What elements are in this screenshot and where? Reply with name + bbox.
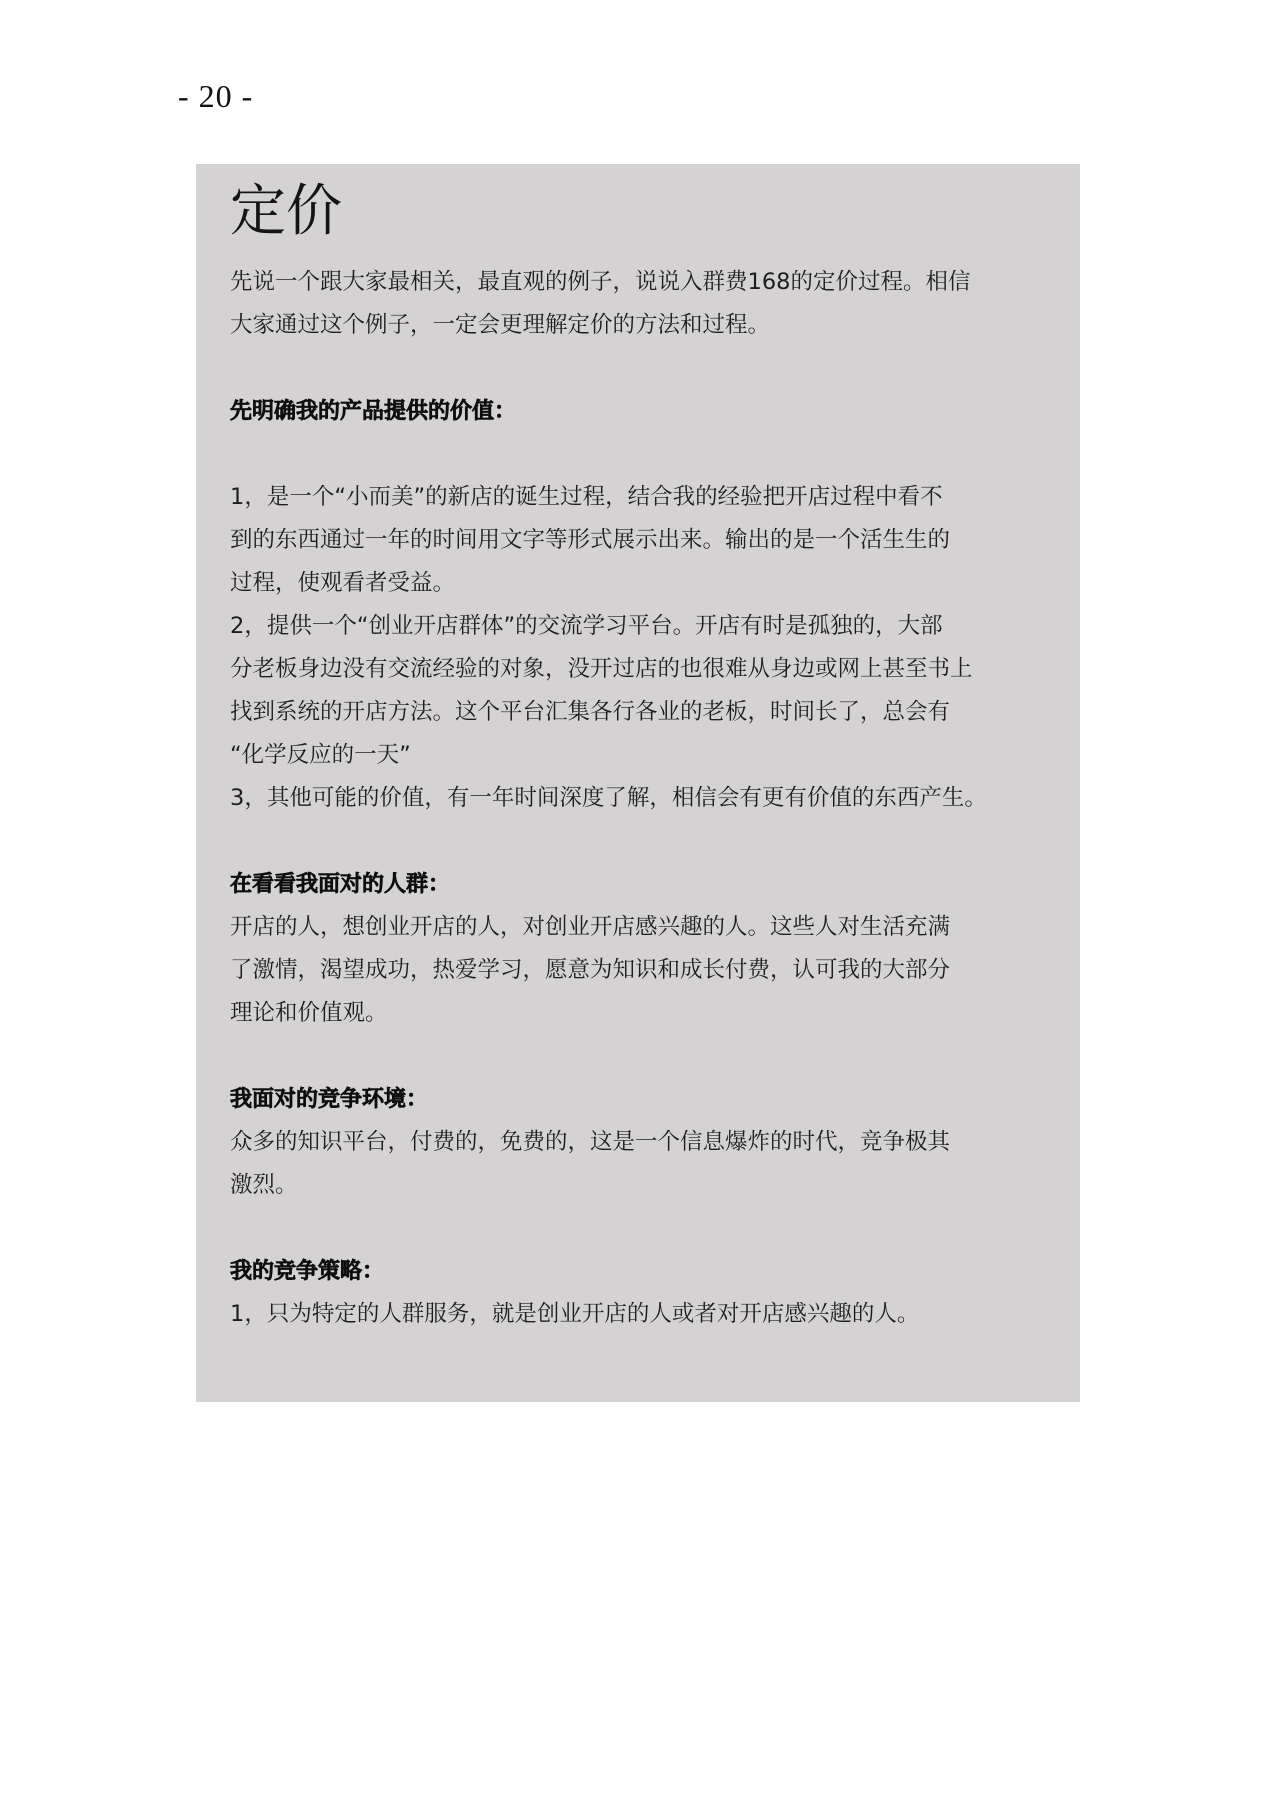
spacer (230, 347, 1054, 390)
spacer (230, 820, 1054, 863)
section-heading-audience: 在看看我面对的人群： (230, 872, 451, 897)
strategy-point-1: 1，只为特定的人群服务，就是创业开店的人或者对开店感兴趣的人。 (230, 1301, 920, 1327)
value-point-3: 3，其他可能的价值，有一年时间深度了解，相信会有更有价值的东西产生。 (230, 785, 987, 811)
spacer (230, 1035, 1054, 1078)
audience-paragraph: 开店的人，想创业开店的人，对创业开店感兴趣的人。这些人对生活充满 了激情，渴望成功，热爱学习，愿意为知识和成长付费，认可我的大部分 理论和价值观。 (230, 914, 951, 1026)
section-heading-strategy: 我的竞争策略： (230, 1259, 385, 1284)
content-panel (196, 164, 1080, 1402)
competition-paragraph: 众多的知识平台，付费的，免费的，这是一个信息爆炸的时代，竞争极其 激烈。 (230, 1129, 951, 1198)
page-title: 定价 (230, 179, 342, 244)
value-point-1: 1，是一个“小而美”的新店的诞生过程，结合我的经验把开店过程中看不 到的东西通过一年的时间用文字等形式展示出来。输出的是一个活生生的 过程，使观看者受益。 (230, 484, 951, 596)
section-heading-value: 先明确我的产品提供的价值： (230, 399, 517, 424)
section-heading-competition: 我面对的竞争环境： (230, 1087, 429, 1112)
spacer (230, 1207, 1054, 1250)
intro-paragraph: 先说一个跟大家最相关，最直观的例子，说说入群费168的定价过程。相信 大家通过这个例子，一定会更理解定价的方法和过程。 (230, 269, 971, 338)
spacer (230, 433, 1054, 476)
page-number: - 20 - (178, 78, 254, 114)
value-point-2: 2，提供一个“创业开店群体”的交流学习平台。开店有时是孤独的，大部 分老板身边没有交流经验的对象，没开过店的也很难从身边或网上甚至书上 找到系统的开店方法。这个平台汇集各行各业的老板，时间长了，总会有 “化学反应的一天” (230, 613, 973, 768)
